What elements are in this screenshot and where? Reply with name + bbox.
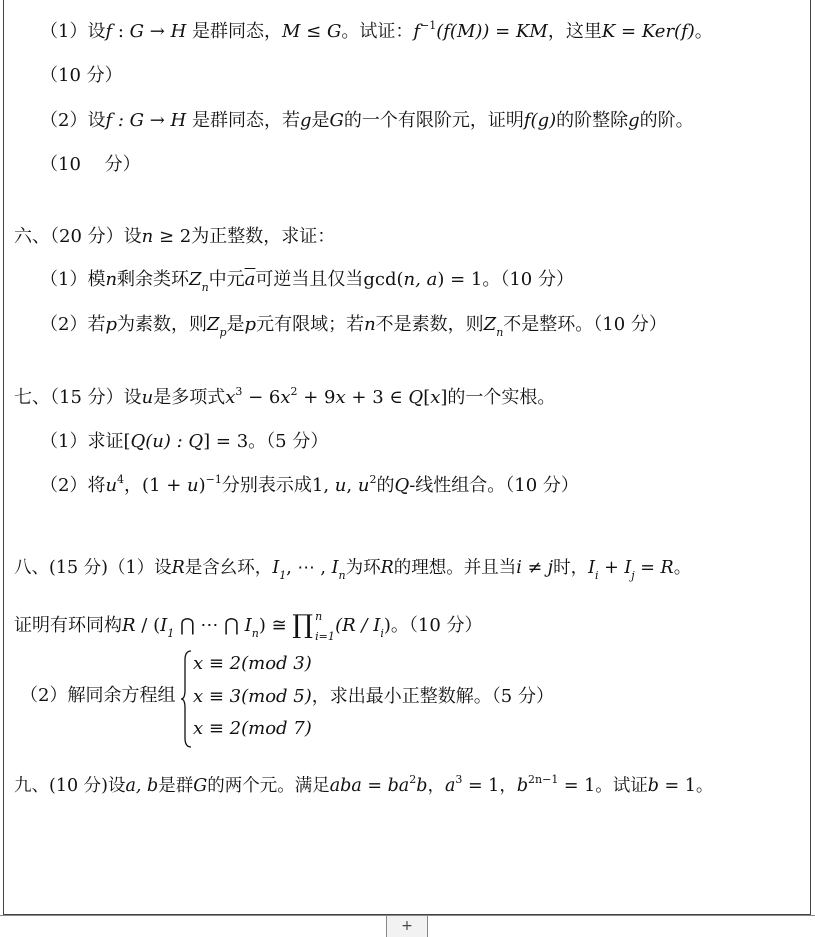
- text: （2）将: [40, 475, 106, 496]
- q8-line2: [14, 610, 483, 643]
- text: 七、（15 分）设: [14, 387, 142, 408]
- superscript: −1: [205, 473, 222, 486]
- text: 为素数，则: [116, 314, 207, 335]
- math: M: [282, 21, 301, 42]
- congruence-eq1: x ≡ 2(mod 3): [193, 653, 312, 674]
- math: f : G → H: [105, 110, 187, 131]
- math: I: [331, 558, 339, 578]
- text: 证明有环同构: [14, 615, 122, 636]
- text: 不是整环。（10 分）: [503, 314, 667, 335]
- text: ，求出最小正整数解。（5 分）: [311, 686, 554, 707]
- text: ，: [427, 776, 445, 796]
- congruence-eq2-line: [193, 685, 554, 709]
- text: 元有限域；若: [256, 314, 365, 335]
- text: ，(1 +: [124, 475, 188, 496]
- q9-line: [14, 774, 713, 800]
- text: 。试证：: [341, 21, 414, 42]
- superscript: 4: [117, 473, 125, 486]
- math: G: [129, 21, 145, 42]
- math: K: [601, 21, 616, 42]
- math: f: [413, 21, 421, 42]
- subscript: 1: [279, 569, 287, 582]
- superscript: 2: [369, 473, 377, 486]
- text: 的理想。并且当: [393, 558, 517, 578]
- text: 八、(15 分)（1）设: [14, 558, 172, 578]
- text: （2）设: [40, 110, 106, 131]
- text: )。（10 分）: [383, 615, 483, 636]
- text: :: [112, 21, 130, 42]
- math: n, a: [403, 269, 438, 290]
- text: ≥ 2: [153, 226, 192, 247]
- subscript: n: [251, 627, 259, 640]
- text: 六、（20 分）设: [14, 226, 142, 247]
- text: − 6: [242, 387, 281, 408]
- text: +: [598, 558, 625, 578]
- math: p: [244, 314, 257, 335]
- congruence-eq3: x ≡ 2(mod 7): [193, 718, 312, 739]
- math: b: [516, 776, 529, 796]
- superscript: 2: [290, 385, 298, 398]
- text: 是: [311, 110, 330, 131]
- math: G: [329, 110, 344, 131]
- text: ) ≅: [258, 615, 293, 636]
- text: 时，: [553, 558, 589, 578]
- math: R: [171, 558, 185, 578]
- math: u: [141, 387, 154, 408]
- math: n: [141, 226, 154, 247]
- text: 是: [226, 314, 245, 335]
- q8-part2-prefix: （2）解同余方程组: [20, 685, 176, 706]
- math: f: [105, 21, 113, 42]
- text: 是群同态，若: [186, 110, 300, 131]
- congruence-eq2: x ≡ 3(mod 5): [193, 686, 312, 707]
- text: （1）求证[: [40, 431, 131, 452]
- math: u: [105, 475, 118, 496]
- text: 的一个有限阶元，证明: [343, 110, 524, 131]
- text: ): [198, 475, 206, 496]
- superscript: 2: [409, 773, 417, 786]
- superscript: 2n−1: [528, 773, 559, 786]
- subscript: j: [631, 569, 635, 582]
- q5-part2-line1: [40, 109, 694, 133]
- math: x: [430, 387, 441, 408]
- math: I: [244, 615, 252, 636]
- text: ，这里: [547, 21, 602, 42]
- text: 。: [694, 21, 713, 42]
- text: （1）模: [40, 269, 106, 290]
- add-page-button[interactable]: +: [386, 916, 428, 937]
- q7-part1: [40, 430, 328, 454]
- math: (R /: [335, 615, 374, 636]
- superscript: −1: [420, 19, 437, 32]
- subscript: 1: [167, 627, 175, 640]
- text: →: [144, 21, 171, 42]
- math: Q: [130, 431, 146, 452]
- math: p: [105, 314, 117, 335]
- math: x: [225, 387, 236, 408]
- text: 九、(10 分)设: [14, 776, 126, 796]
- math: R: [380, 558, 394, 578]
- text: 的: [376, 475, 395, 496]
- math: f(g): [523, 110, 557, 131]
- math: = Ker(f): [615, 21, 695, 42]
- product-upper: n: [315, 610, 323, 623]
- math: x: [335, 387, 346, 408]
- text: 。（10 分）: [482, 269, 574, 290]
- q5-part1-line1: [40, 20, 713, 46]
- text: ]: [440, 387, 448, 408]
- text: gcd(: [363, 269, 404, 290]
- math: Z: [189, 269, 202, 290]
- text: 。: [695, 776, 714, 796]
- text: 的阶整除: [556, 110, 629, 131]
- text: 为环: [345, 558, 381, 578]
- brace-icon: [180, 650, 190, 748]
- text: 的阶。: [639, 110, 694, 131]
- math: u: [334, 475, 347, 496]
- text: 中元: [208, 269, 245, 290]
- math: u: [187, 475, 199, 496]
- subscript: n: [201, 281, 209, 294]
- q6-part2: [40, 313, 667, 339]
- text: / (: [135, 615, 161, 636]
- q8-heading: [14, 556, 691, 582]
- text: 。试证: [595, 776, 648, 796]
- text: 为正整数，求证：: [191, 226, 336, 247]
- math: I: [272, 558, 280, 578]
- text: 的一个实根。: [447, 387, 556, 408]
- math: Z: [483, 314, 497, 335]
- math: b: [647, 776, 659, 796]
- q5-part2-score: （10 分）: [40, 154, 141, 175]
- math: aba = ba: [329, 776, 410, 796]
- text: （1）设: [40, 21, 106, 42]
- text: ) = 1: [437, 269, 483, 290]
- superscript: 3: [455, 773, 463, 786]
- text: + 9: [297, 387, 336, 408]
- text: ≤: [300, 21, 327, 42]
- text: 的两个元。满足: [207, 776, 330, 796]
- math: g: [299, 110, 312, 131]
- q7-part2: [40, 474, 579, 500]
- product-lower: i=1: [315, 630, 335, 643]
- text: 是群同态，: [186, 21, 282, 42]
- math: R: [660, 558, 674, 578]
- text: = 1: [462, 776, 500, 796]
- math: n: [364, 314, 376, 335]
- q7-heading: [14, 386, 555, 412]
- math: Z: [206, 314, 220, 335]
- text: 不是素数，则: [375, 314, 484, 335]
- math: j: [547, 558, 554, 578]
- text: =: [634, 558, 661, 578]
- text: 分别表示成: [221, 475, 312, 496]
- math: (f(M)) = KM: [436, 21, 548, 42]
- text: 剩余类环: [117, 269, 190, 290]
- subscript: i: [595, 569, 599, 582]
- q5-part1-score: （10 分）: [40, 65, 123, 86]
- math: I: [624, 558, 632, 578]
- math: (u) : Q: [145, 431, 204, 452]
- product-symbol: ∏: [292, 610, 314, 640]
- text: + 3 ∈: [345, 387, 409, 408]
- subscript: p: [219, 326, 227, 339]
- text: [: [423, 387, 431, 408]
- text: -线性组合。（10 分）: [409, 475, 579, 496]
- text: ,: [346, 475, 358, 496]
- text: 是群: [158, 776, 194, 796]
- text: ，: [499, 776, 517, 796]
- math: H: [170, 21, 187, 42]
- math: R: [122, 615, 136, 636]
- math: g: [628, 110, 640, 131]
- math: x: [280, 387, 291, 408]
- superscript: 3: [235, 385, 243, 398]
- math: n: [105, 269, 118, 290]
- math: G: [326, 21, 342, 42]
- text: 。: [673, 558, 692, 578]
- math: I: [373, 615, 381, 636]
- math: a: [444, 776, 456, 796]
- math: Q: [408, 387, 424, 408]
- text: ⋂ ⋯ ⋂: [174, 615, 245, 636]
- text: ] = 3。（5 分）: [203, 431, 329, 452]
- math: u: [357, 475, 370, 496]
- text: （2）若: [40, 314, 106, 335]
- text: ≠: [521, 558, 548, 578]
- math: $\overline{a}$: [244, 269, 256, 290]
- product-limits: [313, 610, 335, 643]
- math: I: [588, 558, 596, 578]
- text: = 1: [658, 776, 696, 796]
- text: 是含幺环，: [184, 558, 273, 578]
- text: , ⋯ ,: [286, 558, 332, 578]
- text: 1,: [311, 475, 335, 496]
- math: a, b: [125, 776, 159, 796]
- subscript: n: [496, 326, 504, 339]
- math: b: [416, 776, 428, 796]
- math: Q: [394, 475, 410, 496]
- text: 可逆当且仅当: [255, 269, 364, 290]
- brace-svg: [180, 650, 192, 748]
- q6-part1: [40, 268, 574, 294]
- q6-heading: [14, 225, 335, 249]
- math: i: [516, 558, 522, 578]
- math: I: [160, 615, 168, 636]
- text: = 1: [558, 776, 596, 796]
- text: 是多项式: [153, 387, 226, 408]
- subscript: i: [380, 627, 384, 640]
- math: G: [193, 776, 208, 796]
- subscript: n: [338, 569, 346, 582]
